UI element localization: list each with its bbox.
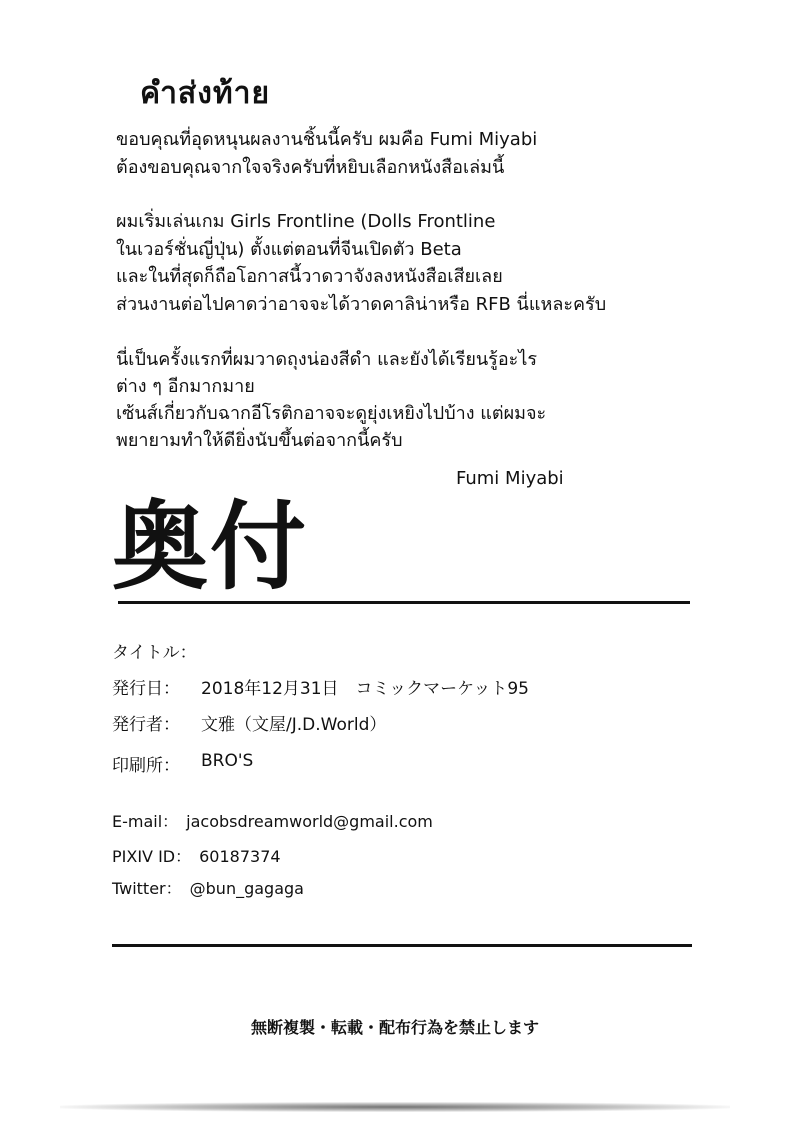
afterword-line: พยายามทำให้ดียิ่งนับขึ้นต่อจากนี้ครับ <box>116 430 403 451</box>
afterword-line: ขอบคุณที่อุดหนุนผลงานชิ้นนี้ครับ ผมคือ Fumi Miyabi <box>116 129 538 150</box>
email-label: E-mail： <box>112 812 179 831</box>
author-signature: Fumi Miyabi <box>456 468 564 489</box>
afterword-line: เซ้นส์เกี่ยวกับฉากอีโรติกอาจจะดูยุ่งเหยิงไปบ้าง แต่ผมจะ <box>116 403 547 424</box>
date-label: 発行日： <box>112 679 180 699</box>
pixiv-value: 60187374 <box>199 847 281 866</box>
afterword-title: คำส่งท้าย <box>140 76 271 111</box>
publisher-value: 文雅（文屋/J.D.World） <box>201 715 387 735</box>
twitter-label: Twitter： <box>112 879 182 898</box>
printer-row <box>112 751 254 776</box>
afterword-line: ต้องขอบคุณจากใจจริงครับที่หยิบเลือกหนังสือเล่มนี้ <box>116 157 505 178</box>
printer-value: BRO'S <box>201 751 254 771</box>
publisher-label: 発行者： <box>112 715 180 735</box>
page-shadow <box>60 1102 730 1112</box>
afterword-line: ต่าง ๆ อีกมากมาย <box>116 376 255 397</box>
copyright-notice: 無断複製・転載・配布行為を禁止します <box>250 1018 539 1037</box>
date-value: 2018年12月31日 コミックマーケット95 <box>201 679 529 699</box>
date-row <box>112 674 529 699</box>
pixiv-row <box>112 844 281 867</box>
colophon-title: 奥付 <box>112 491 308 603</box>
afterword-line: ส่วนงานต่อไปคาดว่าอาจจะได้วาดคาลิน่าหรือ RFB นี่แหละครับ <box>116 294 607 315</box>
twitter-row <box>112 876 304 899</box>
pixiv-label: PIXIV ID： <box>112 847 192 866</box>
afterword-line: ผมเริ่มเล่นเกม Girls Frontline (Dolls Frontline <box>116 211 496 232</box>
afterword-line: ในเวอร์ชั่นญี่ปุ่น) ตั้งแต่ตอนที่จีนเปิดตัว Beta <box>116 239 462 260</box>
printer-label: 印刷所： <box>112 756 180 776</box>
email-value: jacobsdreamworld@gmail.com <box>186 812 433 831</box>
title-row <box>112 638 197 663</box>
twitter-value: @bun_gagaga <box>189 879 304 898</box>
email-row <box>112 809 433 832</box>
afterword-line: และในที่สุดก็ถือโอกาสนี้วาดวาจังลงหนังสือเสียเลย <box>116 266 503 287</box>
publisher-row <box>112 710 387 735</box>
divider <box>112 944 692 947</box>
afterword-line: นี่เป็นครั้งแรกที่ผมวาดถุงน่องสีดำ และยังได้เรียนรู้อะไร <box>116 349 538 370</box>
divider <box>118 601 690 604</box>
title-label: タイトル： <box>112 643 197 663</box>
